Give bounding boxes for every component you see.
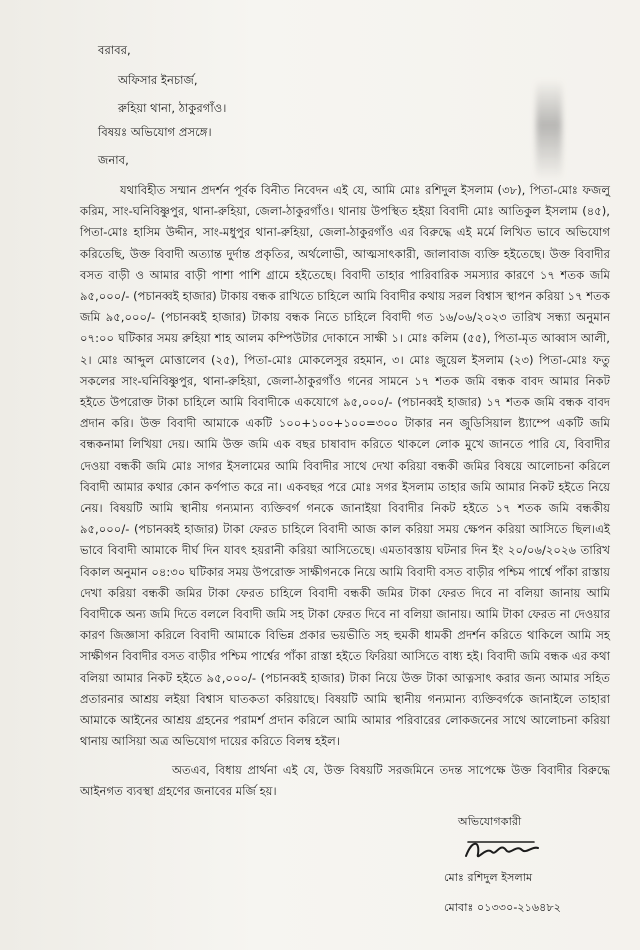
complainant-mobile: মোবাঃ ০১৩৩০-২১৬৪৮২ xyxy=(444,901,561,914)
salutation: জনাব, xyxy=(98,153,129,167)
complainant-label: অভিযোগকারী xyxy=(458,815,522,828)
addressee-officer: অফিসার ইনচার্জ, xyxy=(118,73,198,87)
addressee-to: বরাবর, xyxy=(98,43,131,57)
handwritten-signature xyxy=(462,832,542,868)
subject-line: বিষয়ঃ অভিযোগ প্রসঙ্গে। xyxy=(98,125,212,139)
closing-paragraph: অতএব, বিধায় প্রার্থনা এই যে, উক্ত বিষয়টি সরজমিনে তদন্ত সাপেক্ষে উক্ত বিবাদীর বিরুদ্ধে আইনগত ব্যবস্থা গ্রহণের জনাবের মর্জি হয়। xyxy=(80,763,610,799)
addressee-station: রুহিয়া থানা, ঠাকুরগাঁও। xyxy=(118,101,227,115)
body-paragraph: যথাবিহীত সম্মান প্রদর্শন পূর্বক বিনীত নিবেদন এই যে, আমি মোঃ রশিদুল ইসলাম (৩৮), পিতা-মোঃ ফজলু করিম, সাং-ঘনিবিষ্ণুপুর, থানা-রুহিয়া, জেলা-ঠাকুরগাঁও। থানায় উপস্থিত হইয়া বিবাদী মোঃ আতিকুল ইসলাম (৪৫), পিতা-মোঃ হাসিম উদ্দীন, সাং-মধুপুর থানা-রুহিয়া, জেলা-ঠাকুরগাঁও এর বিরুদ্ধে এই মর্মে লিখিত ভাবে অভিযোগ করিতেছি, উক্ত বিবাদী অত্যান্ত দুর্দান্ত প্রকৃতির, অর্থলোভী, আত্মসাৎকারী, জালাবাজ ব্যক্তি হইতেছে। উক্ত বিবাদীর বসত বাড়ী ও আমার বাড়ী পাশা পাশি গ্রামে হইতেছে। বিবাদী তাহার পারিবারিক সমস্যার কারণে ১৭ শতক জমি ৯৫,০০০/- (পচানব্বই হাজার) টাকায় বন্ধক রাখিতে চাহিলে আমি বিবাদীর কথায় সরল বিশ্বাস স্থাপন করিয়া ১৭ শতক জমি ৯৫,০০০/- (পচানব্বই হাজার) টাকায় বন্ধক নিতে চাহিলে বিবাদী গত ১৬/০৬/২০২৩ তারিখ সন্ধ্যা অনুমান ০৭:০০ ঘটিকার সময় রুহিয়া শাহ আলম কম্পিউটার দোকানে সাক্ষী ১। মোঃ কলিম (৫৫), পিতা-মৃত আব্বাস আলী, ২। মোঃ আব্দুল মোত্তালেব (২৫), পিতা-মোঃ মোকলেসুর রহমান, ৩। মোঃ জুয়েল ইসলাম (২৩) পিতা-মোঃ ফতু সকলের সাং-ঘনিবিষ্ণুপুর, থানা-রুহিয়া, জেলা-ঠাকুরগাঁও গনের সামনে ১৭ শতক জমি বন্ধক বাবদ আমার নিকট হইতে উপরোক্ত টাকা চাহিলে আমি বিবাদীকে একযোগে ৯৫,০০০/- (পচানব্বই হাজার) ১৭ শতক জমি বন্ধক বাবদ প্রদান করি। উক্ত বিবাদী আমাকে একটি ১০০+১০০+১০০=৩০০ টাকার নন জুডিসিয়াল ষ্ট্যাম্পে একটি জমি বন্ধকনামা লিখিয়া দেয়। আমি উক্ত জমি এক বছর চাষাবাদ করিতে থাকলে লোক মুখে জানতে পারি যে, বিবাদীর দেওয়া বন্ধকী জমি মোঃ সাগর ইসলামের আমি বিবাদীর সাথে দেখা করিয়া বন্ধকী জমির বিষয়ে আলোচনা করিলে বিবাদী আমার কথার কোন কর্ণপাত করে না। একবছর পরে মোঃ সগর ইসলাম তাহার জমি আমার নিকট হইতে নিয়ে নেয়। বিষয়টি আমি স্থানীয় গন্যমান্য ব্যক্তিবর্গ গনকে জানাইয়া বিবাদীর নিকট হইতে ১৭ শতক জমি বন্ধকীয় ৯৫,০০০/- (পচানব্বই হাজার) টাকা ফেরত চাহিলে বিবাদী আজ কাল করিয়া সময় ক্ষেপন করিয়া আসিতে ছিল।এই ভাবে বিবাদী আমাকে দীর্ঘ দিন যাবৎ হয়রানী করিয়া আসিতেছে। এমতাবস্তায় ঘটনার দিন ইং ২০/০৬/২০২৬ তারিখ বিকাল অনুমান ০৪:৩০ ঘটিকার সময় উপরোক্ত সাক্ষীগনকে নিয়ে আমি বিবাদী বসত বাড়ীর পশ্চিম পার্শ্বে পাঁকা রাস্তায় দেখা করিয়া বন্ধকী জমির টাকা ফেরত চাহিলে বিবাদী বন্ধকী জমির টাকা ফেরত দিবে না বলিয়া জানায় আমি বিবাদীকে অন্য জমি দিতে বললে বিবাদী জমি সহ টাকা ফেরত দিবে না বলিয়া জানায়। আমি টাকা ফেরত না দেওয়ার কারণ জিজ্ঞাসা করিলে বিবাদী আমাকে বিভিন্ন প্রকার ভয়ভীতি সহ হুমকী ধামকী প্রদর্শন করিতে থাকিলে আমি সহ সাক্ষীগন বিবাদীর বসত বাড়ীর পশ্চিম পার্শ্বের পাঁকা রাস্তা হইতে ফিরিয়া আসিতে বাধ্য হই। বিবাদী জমি বন্ধক এর কথা বলিয়া আমার নিকট হইতে ৯৫,০০০/- (পচানব্বই হাজার) টাকা নিয়ে উক্ত টাকা আত্নসাৎ করার জন্য আমার সহিত প্রতারনার আশ্রয় লইয়া বিশ্বাস ঘাতকতা করিয়াছে। বিষয়টি আমি স্থানীয় গন্যমান্য ব্যক্তিবর্গকে জানাইলে তাহারা আমাকে আইনের আশ্রয় গ্রহনের পরামর্শ প্রদান করিলে আমি আমার পরিবারের লোকজনের সাথে আলোচনা করিয়া থানায় আসিয়া অত্র অভিযোগ দায়ের করিতে বিলম্ব হইল। xyxy=(80,183,610,749)
complainant-name: মোঃ রশিদুল ইসলাম xyxy=(444,871,533,884)
scan-smudge xyxy=(536,80,562,180)
